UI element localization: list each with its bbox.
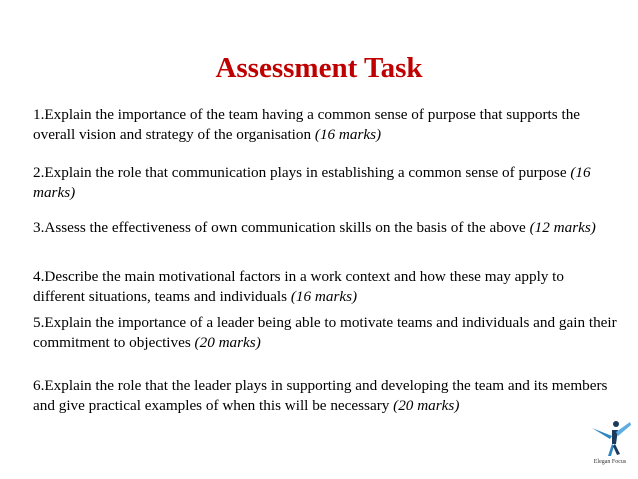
logo-text: Elegan Focus xyxy=(593,459,627,465)
task-marks: (16 marks) xyxy=(33,164,591,201)
task-marks: (20 marks) xyxy=(194,334,261,351)
task-item-2 xyxy=(33,163,618,203)
figure-logo-icon xyxy=(586,418,634,458)
task-text: 4.Describe the main motivational factors in a work context and how these may apply to different situations, teams and individuals xyxy=(33,268,564,305)
task-marks: (20 marks) xyxy=(393,397,460,414)
task-item-6 xyxy=(33,376,618,416)
task-text: 2.Explain the role that communication plays in establishing a common sense of purpose xyxy=(33,164,571,181)
task-text: 1.Explain the importance of the team having a common sense of purpose that supports the overall vision and strategy of the organisation xyxy=(33,106,581,143)
task-text: 5.Explain the importance of a leader being able to motivate teams and individuals and gain their commitment to objectives xyxy=(33,314,617,351)
slide-title: Assessment Task xyxy=(215,52,423,84)
task-marks: (16 marks) xyxy=(290,288,358,305)
task-marks: (16 marks) xyxy=(314,126,382,143)
task-text: 3.Assess the effectiveness of own communication skills on the basis of the above xyxy=(33,219,530,236)
brand-logo xyxy=(586,418,634,468)
task-item-5 xyxy=(33,313,618,353)
task-text: 6.Explain the role that the leader plays in supporting and developing the team and its members and give practical examples of when this will be necessary xyxy=(33,377,608,414)
task-item-3 xyxy=(33,218,618,238)
task-item-1 xyxy=(33,105,618,145)
task-marks: (12 marks) xyxy=(529,219,596,236)
task-item-4 xyxy=(33,267,618,307)
